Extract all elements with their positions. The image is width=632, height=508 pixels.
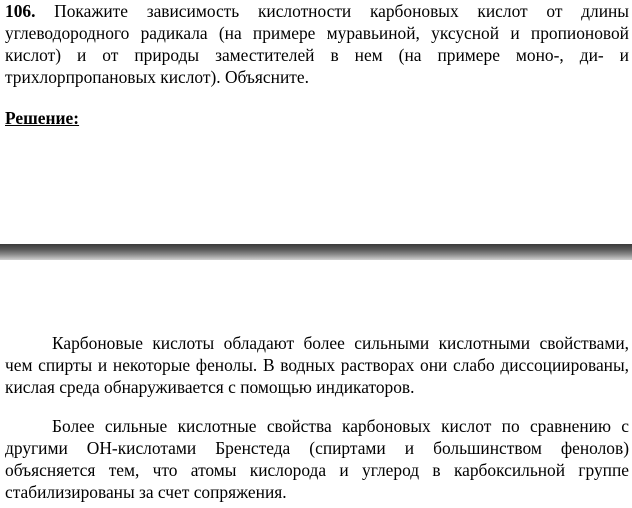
problem-text: Покажите зависимость кислотности карбоновых кислот от длины углеводородного радикала (на примере муравьиной, уксусной и пропионовой кислот) и от природы заместителей в нем (на примере моно-, ди- и трихлорпропановых кислот). Объясните. <box>5 1 629 87</box>
problem-statement <box>5 0 629 88</box>
paragraph-acidity-intro: Карбоновые кислоты обладают более сильными кислотными свойствами, чем спирты и некоторые фенолы. В водных растворах они слабо диссоциированы, кислая среда обнаруживается с помощью индикаторов. <box>5 333 629 397</box>
page-divider <box>0 244 632 260</box>
problem-number: 106. <box>5 1 36 21</box>
solution-heading: Решение: <box>5 108 80 128</box>
paragraph-acidity-explanation: Более сильные кислотные свойства карбоновых кислот по сравнению с другими OH-кислотами Бренстеда (спиртами и большинством фенолов) объясняется тем, что атомы кислорода и углерод в карбоксильной группе стабилизированы за счет сопряжения. <box>5 416 629 502</box>
